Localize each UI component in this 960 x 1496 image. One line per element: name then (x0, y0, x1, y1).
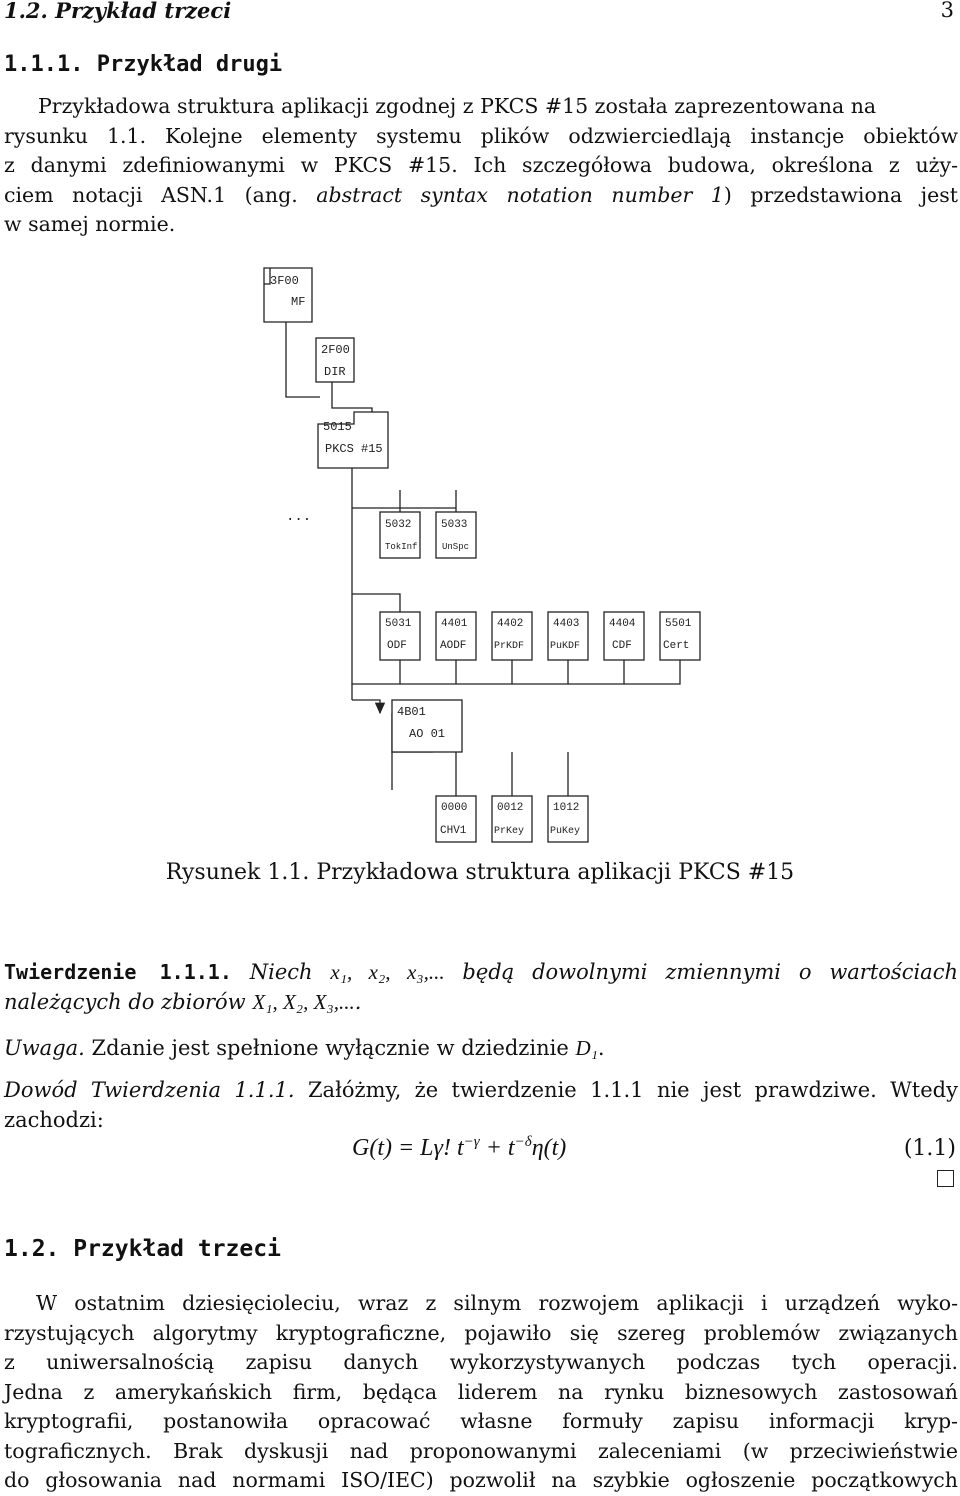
section-line-4: Jedna z amerykańskich firm, będąca liderem na rynku biznesowych zastosowań (4, 1379, 958, 1404)
proof-line-1 (4, 1076, 958, 1106)
figure-caption: Rysunek 1.1. Przykładowa struktura aplikacji PKCS #15 (165, 860, 795, 885)
ellipsis-marker: ... (286, 509, 312, 525)
connector-ao-arrow (352, 700, 380, 713)
node-unspc-name: UnSpc (442, 542, 470, 552)
connector-pukdf (512, 660, 568, 684)
node-mf (264, 268, 312, 322)
page-number: 3 (940, 0, 954, 22)
intro-line-4 (4, 181, 958, 211)
theorem-vars-X: X₁, X₂, X₃,... (252, 989, 355, 1014)
node-prkdf-id: 4402 (497, 618, 524, 630)
theorem-line2-b: . (354, 989, 362, 1014)
node-tokinf-id: 5032 (385, 519, 412, 531)
node-cert (660, 612, 700, 660)
theorem-block (4, 958, 958, 1017)
subsection-heading: 1.1.1. Przykład drugi (4, 52, 283, 77)
node-pukdf-name: PuKDF (550, 641, 581, 652)
theorem-text-a: Niech (249, 960, 313, 984)
pkcs15-structure-diagram (0, 250, 960, 850)
qed-box (937, 1170, 954, 1187)
section-heading: 1.2. Przykład trzeci (4, 1236, 281, 1262)
theorem-text-b: będą dowolnymi zmiennymi o wartościach (462, 960, 958, 984)
intro-line-4-a: ciem notacji ASN.1 (ang. (4, 182, 317, 207)
equation-sup-delta: −δ (514, 1134, 532, 1150)
node-pkcs-id: 5015 (323, 420, 352, 434)
equation-sup-gamma: −γ (463, 1134, 480, 1150)
section-line-1: W ostatnim dziesięcioleciu, wraz z silnym rozwojem aplikacji i urządzeń wyko- (36, 1291, 958, 1315)
node-cdf (604, 612, 644, 660)
node-chv1 (436, 796, 476, 842)
connector-odf-ao (352, 660, 400, 700)
equation-1-1 (352, 1134, 566, 1162)
connector-mf-dir (286, 322, 320, 397)
intro-line-5: w samej normie. (4, 212, 176, 236)
proof-label: Dowód Twierdzenia 1.1.1. (4, 1078, 295, 1102)
node-mf-id: 3F00 (270, 274, 299, 288)
node-pukey-id: 1012 (553, 802, 580, 814)
node-pukey (548, 796, 588, 842)
section-line-7: do głosowania nad normami ISO/IEC) pozwolił na szybkie ogłoszenie początkowych (4, 1468, 958, 1492)
node-mf-name: MF (291, 295, 306, 309)
node-tokinf-name: TokInf (385, 542, 418, 552)
section-line-6: tograficznych. Brak dyskusji nad proponowanymi zaleceniami (w przeciwieństwie (4, 1438, 958, 1463)
node-ao01 (392, 700, 462, 752)
section-line-3: z uniwersalnością zapisu danych wykorzystywanych podczas tych operacji. (4, 1350, 958, 1374)
node-chv-id: 0000 (441, 802, 468, 814)
node-cdf-name: CDF (612, 640, 632, 652)
node-aodf-name: AODF (440, 640, 467, 652)
connector-cert (624, 660, 680, 684)
connector-cdf (568, 660, 624, 684)
proof-line-2: zachodzi: (4, 1107, 104, 1132)
section-line-5: kryptografii, postanowiła opracować własne formuły zapisu informacji kryp- (4, 1409, 958, 1433)
intro-line-1: Przykładowa struktura aplikacji zgodnej z PKCS #15 została zaprezentowana na (38, 94, 877, 118)
node-prkdf (492, 612, 532, 660)
node-odf (380, 612, 420, 660)
node-pukdf-id: 4403 (553, 618, 580, 630)
intro-line-3: z danymi zdefiniowanymi w PKCS #15. Ich szczegółowa budowa, określona z uży- (4, 153, 958, 177)
equation-part-2: + t (485, 1135, 515, 1161)
node-odf-name: ODF (387, 640, 407, 652)
intro-line-4-italic: abstract syntax notation number 1 (316, 182, 724, 207)
section-paragraph (4, 1289, 958, 1496)
theorem-line-2 (4, 988, 958, 1018)
node-cdf-id: 4404 (609, 618, 636, 630)
node-dir-id: 2F00 (321, 343, 350, 357)
node-tokinf (380, 512, 420, 558)
node-dir-name: DIR (324, 365, 346, 379)
remark-end: . (597, 1036, 605, 1060)
node-aodf-id: 4401 (441, 618, 468, 630)
equation-part-3: η(t) (531, 1135, 567, 1161)
node-ao-name: AO 01 (409, 727, 446, 741)
node-prkey-name: PrKey (494, 826, 525, 837)
intro-paragraph (4, 92, 958, 240)
remark-label: Uwaga. (4, 1036, 85, 1060)
node-unspc (436, 512, 476, 558)
node-pkcs15 (318, 412, 388, 468)
equation-number: (1.1) (903, 1136, 956, 1161)
node-pkcs-name: PKCS #15 (325, 442, 383, 456)
theorem-label: Twierdzenie 1.1.1. (4, 960, 232, 984)
proof-text-1: Załóżmy, że twierdzenie 1.1.1 nie jest prawdziwe. Wtedy (307, 1078, 958, 1102)
theorem-line2-a: należących do zbiorów (4, 989, 246, 1014)
node-ao-id: 4B01 (397, 705, 426, 719)
node-aodf (436, 612, 476, 660)
node-dir (316, 338, 354, 382)
node-cert-id: 5501 (665, 618, 692, 630)
node-pukdf (548, 612, 588, 660)
remark-text: Zdanie jest spełnione wyłącznie w dziedzinie (91, 1036, 569, 1060)
remark-block (4, 1034, 605, 1064)
node-cert-name: Cert (663, 640, 690, 652)
remark-symbol: D₁ (575, 1036, 598, 1060)
section-line-2: rzystujących algorytmy kryptograficzne, pojawiło się szereg problemów związanych (4, 1320, 958, 1345)
node-prkey (492, 796, 532, 842)
node-prkey-id: 0012 (497, 802, 524, 814)
equation-part-1: G(t) = Lγ! t (352, 1135, 464, 1161)
node-unspc-id: 5033 (441, 519, 468, 531)
intro-line-2: rysunku 1.1. Kolejne elementy systemu plików odzwierciedlają instancje obiektów (4, 123, 958, 148)
node-pukey-name: PuKey (550, 826, 581, 837)
node-odf-id: 5031 (385, 618, 412, 630)
theorem-vars-x: x₁, x₂, x₃,... (330, 960, 445, 984)
node-chv-name: CHV1 (440, 825, 467, 837)
header-section-title: 1.2. Przykład trzeci (4, 0, 232, 23)
theorem-line-1 (4, 958, 958, 988)
connector-odf (352, 594, 400, 612)
running-header (4, 0, 956, 26)
proof-block (4, 1076, 958, 1135)
intro-line-4-b: ) przedstawiona jest (723, 182, 959, 207)
node-prkdf-name: PrKDF (494, 641, 525, 652)
